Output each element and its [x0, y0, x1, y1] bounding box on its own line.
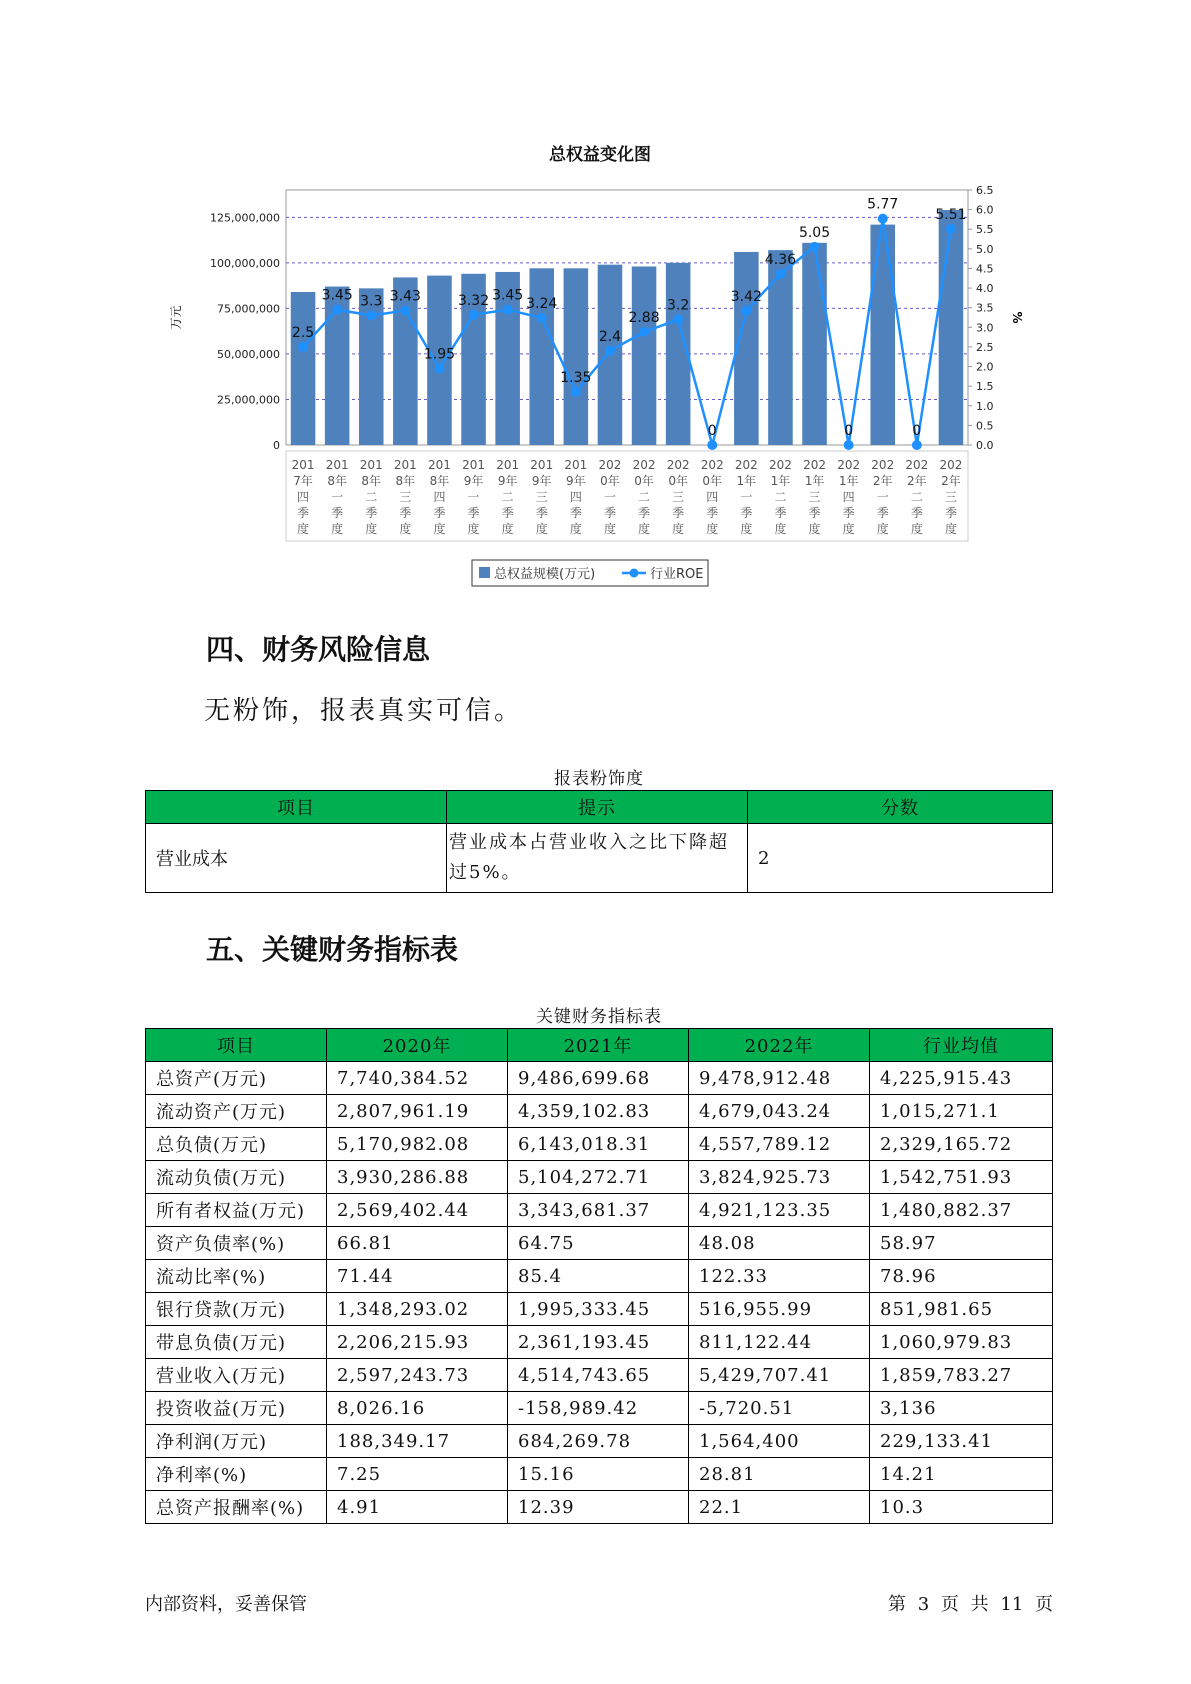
table2-cell: 22.1: [689, 1491, 870, 1524]
legend-bar-swatch: [479, 567, 490, 578]
table2-cell: 85.4: [508, 1260, 689, 1293]
category-label: 季: [876, 506, 889, 520]
table2-cell: 带息负债(万元): [146, 1326, 327, 1359]
table2-cell: 14.21: [870, 1458, 1053, 1491]
bar: [291, 292, 316, 445]
table2-cell: 4,359,102.83: [508, 1095, 689, 1128]
table2-cell: 1,348,293.02: [327, 1293, 508, 1326]
right-tick-label: 0.0: [976, 439, 994, 452]
table-row: [146, 1161, 1053, 1194]
category-label: 度: [467, 522, 480, 536]
roe-data-label: 0: [707, 423, 717, 439]
left-axis-title: 万元: [169, 305, 183, 330]
equity-chart: [160, 130, 1040, 600]
table2-cell: 28.81: [689, 1458, 870, 1491]
table2-cell: 4,921,123.35: [689, 1194, 870, 1227]
table2-cell: 1,564,400: [689, 1425, 870, 1458]
roe-data-label: 5.05: [798, 224, 831, 241]
right-tick-label: 5.0: [976, 242, 994, 256]
roe-data-label: 5.51: [935, 206, 967, 223]
category-label: 202: [871, 458, 895, 472]
table2-cell: 5,429,707.41: [689, 1359, 870, 1392]
footer-note: 内部资料，妥善保管: [145, 1594, 307, 1615]
section-4-text: 无粉饰，报表真实可信。: [204, 696, 524, 726]
left-tick-label: 25,000,000: [217, 393, 280, 407]
table2-cell: 7,740,384.52: [327, 1062, 508, 1095]
table1-header: 分数: [748, 791, 1053, 824]
category-label: 度: [876, 522, 889, 536]
category-label: 度: [910, 522, 923, 536]
bar: [870, 225, 895, 445]
category-label: 度: [672, 522, 685, 536]
category-label: 季: [638, 506, 651, 520]
category-label: 0年: [702, 474, 723, 488]
table2-cell: 6,143,018.31: [508, 1128, 689, 1161]
category-label: 季: [501, 506, 514, 520]
right-tick-label: 4.5: [976, 262, 994, 276]
category-label: 一: [740, 490, 753, 504]
table2-cell: 2,329,165.72: [870, 1128, 1053, 1161]
category-label: 201: [359, 458, 383, 472]
category-label: 一: [876, 490, 889, 504]
table2-cell: 投资收益(万元): [146, 1392, 327, 1425]
table2-cell: 2,807,961.19: [327, 1095, 508, 1128]
table2-cell: 66.81: [327, 1227, 508, 1260]
table2-header: 项目: [146, 1029, 327, 1062]
table-row: [146, 1293, 1053, 1326]
category-label: 201: [564, 458, 588, 472]
table2-cell: 1,060,979.83: [870, 1326, 1053, 1359]
category-label: 季: [842, 506, 855, 520]
table1-header: 提示: [447, 791, 748, 824]
category-label: 202: [734, 458, 758, 472]
roe-data-label: 3.3: [360, 293, 383, 310]
roe-data-label: 0: [912, 423, 922, 439]
roe-point: [707, 440, 717, 450]
table-row: [146, 1227, 1053, 1260]
table2-caption: 关键财务指标表: [536, 1007, 662, 1027]
category-label: 三: [944, 490, 957, 504]
category-label: 季: [740, 506, 753, 520]
category-label: 度: [603, 522, 616, 536]
left-tick-label: 125,000,000: [210, 211, 280, 225]
right-axis-title: %: [1010, 311, 1024, 324]
table1-caption: 报表粉饰度: [554, 769, 644, 789]
category-label: 季: [365, 506, 378, 520]
category-label: 201: [427, 458, 451, 472]
category-label: 1年: [736, 474, 757, 488]
category-label: 201: [530, 458, 554, 472]
table2-cell: 总资产(万元): [146, 1062, 327, 1095]
category-label: 度: [706, 522, 719, 536]
table2-cell: 4,225,915.43: [870, 1062, 1053, 1095]
roe-point: [844, 440, 854, 450]
roe-point: [503, 305, 513, 315]
roe-data-label: 3.24: [526, 295, 558, 312]
roe-point: [741, 306, 751, 316]
category-label: 0年: [600, 474, 620, 488]
right-tick-label: 1.0: [976, 399, 994, 413]
category-label: 201: [291, 458, 315, 472]
table2-cell: 所有者权益(万元): [146, 1194, 327, 1227]
category-label: 8年: [395, 474, 416, 488]
category-label: 度: [740, 522, 753, 536]
table2-cell: 71.44: [327, 1260, 508, 1293]
category-label: 度: [331, 522, 344, 536]
category-label: 季: [433, 506, 446, 520]
category-label: 季: [399, 506, 412, 520]
roe-data-label: 3.2: [667, 297, 690, 314]
table2-cell: 流动负债(万元): [146, 1161, 327, 1194]
category-label: 季: [706, 506, 719, 520]
table2-cell: 2,206,215.93: [327, 1326, 508, 1359]
category-label: 季: [297, 506, 310, 520]
category-label: 季: [672, 506, 685, 520]
roe-point: [673, 314, 683, 324]
category-label: 二: [638, 490, 651, 504]
bar: [632, 267, 657, 446]
table2-cell: 10.3: [870, 1491, 1053, 1524]
category-label: 202: [598, 458, 622, 472]
right-tick-label: 1.5: [976, 380, 994, 394]
category-label: 201: [325, 458, 349, 472]
category-label: 度: [433, 522, 446, 536]
table2-cell: 1,542,751.93: [870, 1161, 1053, 1194]
category-label: 201: [496, 458, 520, 472]
category-label: 度: [399, 522, 412, 536]
bar: [529, 268, 554, 445]
table2-cell: 9,486,699.68: [508, 1062, 689, 1095]
roe-point: [878, 214, 888, 224]
roe-point: [912, 440, 922, 450]
bar: [802, 243, 827, 445]
page-number: 第 3 页 共 11 页: [888, 1594, 1053, 1615]
table2-cell: 3,930,286.88: [327, 1161, 508, 1194]
right-tick-label: 6.0: [976, 203, 994, 217]
roe-data-label: 0: [844, 423, 854, 439]
category-label: 9年: [463, 474, 484, 488]
table2-cell: 122.33: [689, 1260, 870, 1293]
bar: [939, 210, 964, 445]
table2-cell: 1,480,882.37: [870, 1194, 1053, 1227]
category-label: 8年: [361, 474, 382, 488]
table1-cell: 2: [748, 824, 1053, 893]
table2-cell: 1,859,783.27: [870, 1359, 1053, 1392]
category-label: 9年: [531, 474, 552, 488]
table-row: [146, 1326, 1053, 1359]
category-label: 三: [535, 490, 548, 504]
category-label: 1年: [804, 474, 825, 488]
category-label: 度: [944, 522, 957, 536]
table2-cell: 48.08: [689, 1227, 870, 1260]
category-label: 9年: [566, 474, 586, 488]
table2-cell: 资产负债率(%): [146, 1227, 327, 1260]
category-label: 二: [774, 490, 787, 504]
roe-data-label: 3.32: [457, 292, 490, 309]
category-label: 2年: [907, 474, 927, 488]
legend-bar-label: 总权益规模(万元): [494, 567, 596, 582]
roe-point: [366, 311, 376, 321]
table2-cell: 5,104,272.71: [508, 1161, 689, 1194]
table-row: [146, 1458, 1053, 1491]
table1-cell: 营业成本占营业收入之比下降超过5%。: [447, 824, 748, 893]
table2-cell: 3,824,925.73: [689, 1161, 870, 1194]
right-tick-label: 6.5: [976, 184, 994, 197]
left-tick-label: 75,000,000: [217, 302, 280, 316]
category-label: 季: [808, 506, 821, 520]
category-label: 二: [910, 490, 923, 504]
category-label: 季: [331, 506, 344, 520]
right-tick-label: 4.0: [976, 282, 994, 296]
roe-point: [434, 364, 444, 374]
table2-header: 行业均值: [870, 1029, 1053, 1062]
category-label: 三: [808, 490, 821, 504]
table2-cell: 1,995,333.45: [508, 1293, 689, 1326]
table2-header-row: [146, 1029, 1053, 1062]
category-label: 度: [535, 522, 548, 536]
roe-point: [400, 305, 410, 315]
table2-cell: 78.96: [870, 1260, 1053, 1293]
chart-svg: [160, 130, 1040, 600]
category-label: 1年: [838, 474, 859, 488]
section-4-title: 四、财务风险信息: [206, 633, 431, 666]
roe-point: [469, 310, 479, 320]
table-row: [146, 1062, 1053, 1095]
category-label: 201: [393, 458, 417, 472]
category-label: 9年: [497, 474, 518, 488]
table2-cell: 15.16: [508, 1458, 689, 1491]
category-label: 一: [603, 490, 616, 504]
category-label: 季: [774, 506, 787, 520]
table-row: [146, 1095, 1053, 1128]
bar: [768, 250, 793, 445]
roe-data-label: 3.43: [389, 288, 421, 305]
category-label: 四: [706, 490, 719, 504]
category-label: 7年: [293, 474, 313, 488]
roe-point: [946, 224, 956, 234]
table2-cell: 4,557,789.12: [689, 1128, 870, 1161]
category-label: 季: [603, 506, 616, 520]
table2-cell: 8,026.16: [327, 1392, 508, 1425]
table2-cell: 7.25: [327, 1458, 508, 1491]
table2-cell: 64.75: [508, 1227, 689, 1260]
table2-cell: 188,349.17: [327, 1425, 508, 1458]
section-5-title: 五、关键财务指标表: [206, 933, 459, 966]
table2-cell: 总负债(万元): [146, 1128, 327, 1161]
table2-cell: 流动资产(万元): [146, 1095, 327, 1128]
table-row: [146, 1359, 1053, 1392]
key-indicators-table: [145, 1028, 1053, 1524]
category-label: 四: [297, 490, 310, 504]
category-label: 202: [666, 458, 690, 472]
table2-cell: 3,343,681.37: [508, 1194, 689, 1227]
category-label: 度: [297, 522, 310, 536]
category-label: 度: [365, 522, 378, 536]
category-label: 季: [467, 506, 480, 520]
table2-cell: 4,679,043.24: [689, 1095, 870, 1128]
category-label: 度: [774, 522, 787, 536]
table2-cell: 58.97: [870, 1227, 1053, 1260]
table2-cell: -158,989.42: [508, 1392, 689, 1425]
roe-data-label: 1.35: [560, 370, 592, 387]
table2-header: 2021年: [508, 1029, 689, 1062]
category-label: 度: [638, 522, 651, 536]
roe-point: [810, 242, 820, 252]
category-label: 201: [462, 458, 486, 472]
table2-cell: 9,478,912.48: [689, 1062, 870, 1095]
roe-point: [537, 313, 547, 323]
category-label: 2年: [872, 474, 893, 488]
bar: [564, 268, 589, 445]
table2-cell: 851,981.65: [870, 1293, 1053, 1326]
table2-cell: 总资产报酬率(%): [146, 1491, 327, 1524]
table2-cell: 营业收入(万元): [146, 1359, 327, 1392]
roe-data-label: 1.95: [423, 346, 456, 363]
left-tick-label: 0: [273, 439, 280, 452]
category-label: 202: [768, 458, 792, 472]
category-label: 度: [501, 522, 514, 536]
roe-point: [571, 387, 581, 397]
table-row: [146, 1425, 1053, 1458]
category-label: 8年: [327, 474, 347, 488]
table2-cell: 流动比率(%): [146, 1260, 327, 1293]
category-label: 202: [939, 458, 963, 472]
table2-cell: 4,514,743.65: [508, 1359, 689, 1392]
table2-header: 2022年: [689, 1029, 870, 1062]
table-row: [146, 1392, 1053, 1425]
category-label: 1年: [770, 474, 791, 488]
chart-title: 总权益变化图: [549, 145, 651, 165]
roe-data-label: 4.36: [764, 251, 797, 268]
category-label: 202: [700, 458, 724, 472]
roe-data-label: 5.77: [867, 196, 899, 213]
table-row: [146, 1194, 1053, 1227]
table2-cell: 银行贷款(万元): [146, 1293, 327, 1326]
plot-area: [286, 190, 968, 445]
legend-line-label: 行业ROE: [650, 567, 704, 582]
table-row: [146, 1491, 1053, 1524]
table2-cell: 净利润(万元): [146, 1425, 327, 1458]
category-label: 四: [433, 490, 446, 504]
roe-data-label: 2.5: [291, 324, 315, 341]
table1-cell: 营业成本: [146, 824, 447, 893]
category-label: 一: [467, 490, 480, 504]
table2-header: 2020年: [327, 1029, 508, 1062]
category-label: 三: [672, 490, 685, 504]
table2-cell: 1,015,271.1: [870, 1095, 1053, 1128]
table-row: [146, 1260, 1053, 1293]
roe-point: [639, 327, 649, 337]
category-label: 四: [569, 490, 582, 504]
category-label: 8年: [429, 474, 450, 488]
table2-cell: 3,136: [870, 1392, 1053, 1425]
category-label: 季: [944, 506, 957, 520]
category-label: 202: [905, 458, 929, 472]
table2-cell: 净利率(%): [146, 1458, 327, 1491]
table2-cell: 516,955.99: [689, 1293, 870, 1326]
category-label: 三: [399, 490, 412, 504]
category-label: 一: [331, 490, 344, 504]
right-tick-label: 2.5: [976, 340, 994, 354]
category-label: 季: [535, 506, 548, 520]
roe-data-label: 3.42: [730, 288, 762, 305]
roe-point: [332, 305, 342, 315]
roe-point: [298, 342, 308, 352]
right-tick-label: 3.5: [976, 301, 994, 315]
table2-cell: 5,170,982.08: [327, 1128, 508, 1161]
roe-data-label: 3.45: [492, 287, 524, 304]
table2-cell: 811,122.44: [689, 1326, 870, 1359]
category-label: 二: [501, 490, 514, 504]
category-label: 度: [842, 522, 855, 536]
category-label: 202: [837, 458, 861, 472]
roe-point: [605, 346, 615, 356]
roe-data-label: 2.4: [598, 328, 622, 345]
right-tick-label: 2.0: [976, 360, 994, 374]
category-label: 0年: [634, 474, 654, 488]
category-label: 2年: [941, 474, 961, 488]
right-tick-label: 5.5: [976, 223, 994, 237]
roe-data-label: 2.88: [628, 310, 660, 327]
right-tick-label: 0.5: [976, 419, 994, 433]
left-tick-label: 50,000,000: [217, 347, 280, 361]
table-row: [146, 1128, 1053, 1161]
category-label: 二: [365, 490, 378, 504]
table2-cell: 2,569,402.44: [327, 1194, 508, 1227]
table2-cell: -5,720.51: [689, 1392, 870, 1425]
table2-cell: 12.39: [508, 1491, 689, 1524]
category-label: 202: [803, 458, 827, 472]
right-tick-label: 3.0: [976, 321, 994, 335]
table2-cell: 4.91: [327, 1491, 508, 1524]
table2-cell: 229,133.41: [870, 1425, 1053, 1458]
table2-cell: 684,269.78: [508, 1425, 689, 1458]
table-row: [146, 824, 1053, 893]
category-label: 四: [842, 490, 855, 504]
roe-point: [775, 269, 785, 279]
category-label: 202: [632, 458, 656, 472]
category-label: 季: [569, 506, 582, 520]
window-dressing-table: [145, 790, 1053, 893]
table1-header-row: [146, 791, 1053, 824]
category-label: 度: [808, 522, 821, 536]
category-label: 度: [569, 522, 582, 536]
category-label: 季: [910, 506, 923, 520]
left-tick-label: 100,000,000: [210, 256, 280, 270]
table2-cell: 2,361,193.45: [508, 1326, 689, 1359]
table2-cell: 2,597,243.73: [327, 1359, 508, 1392]
category-label: 0年: [668, 474, 688, 488]
legend-line-marker: [630, 569, 639, 578]
roe-data-label: 3.45: [321, 287, 353, 304]
table1-header: 项目: [146, 791, 447, 824]
category-axis-box: [286, 451, 968, 541]
